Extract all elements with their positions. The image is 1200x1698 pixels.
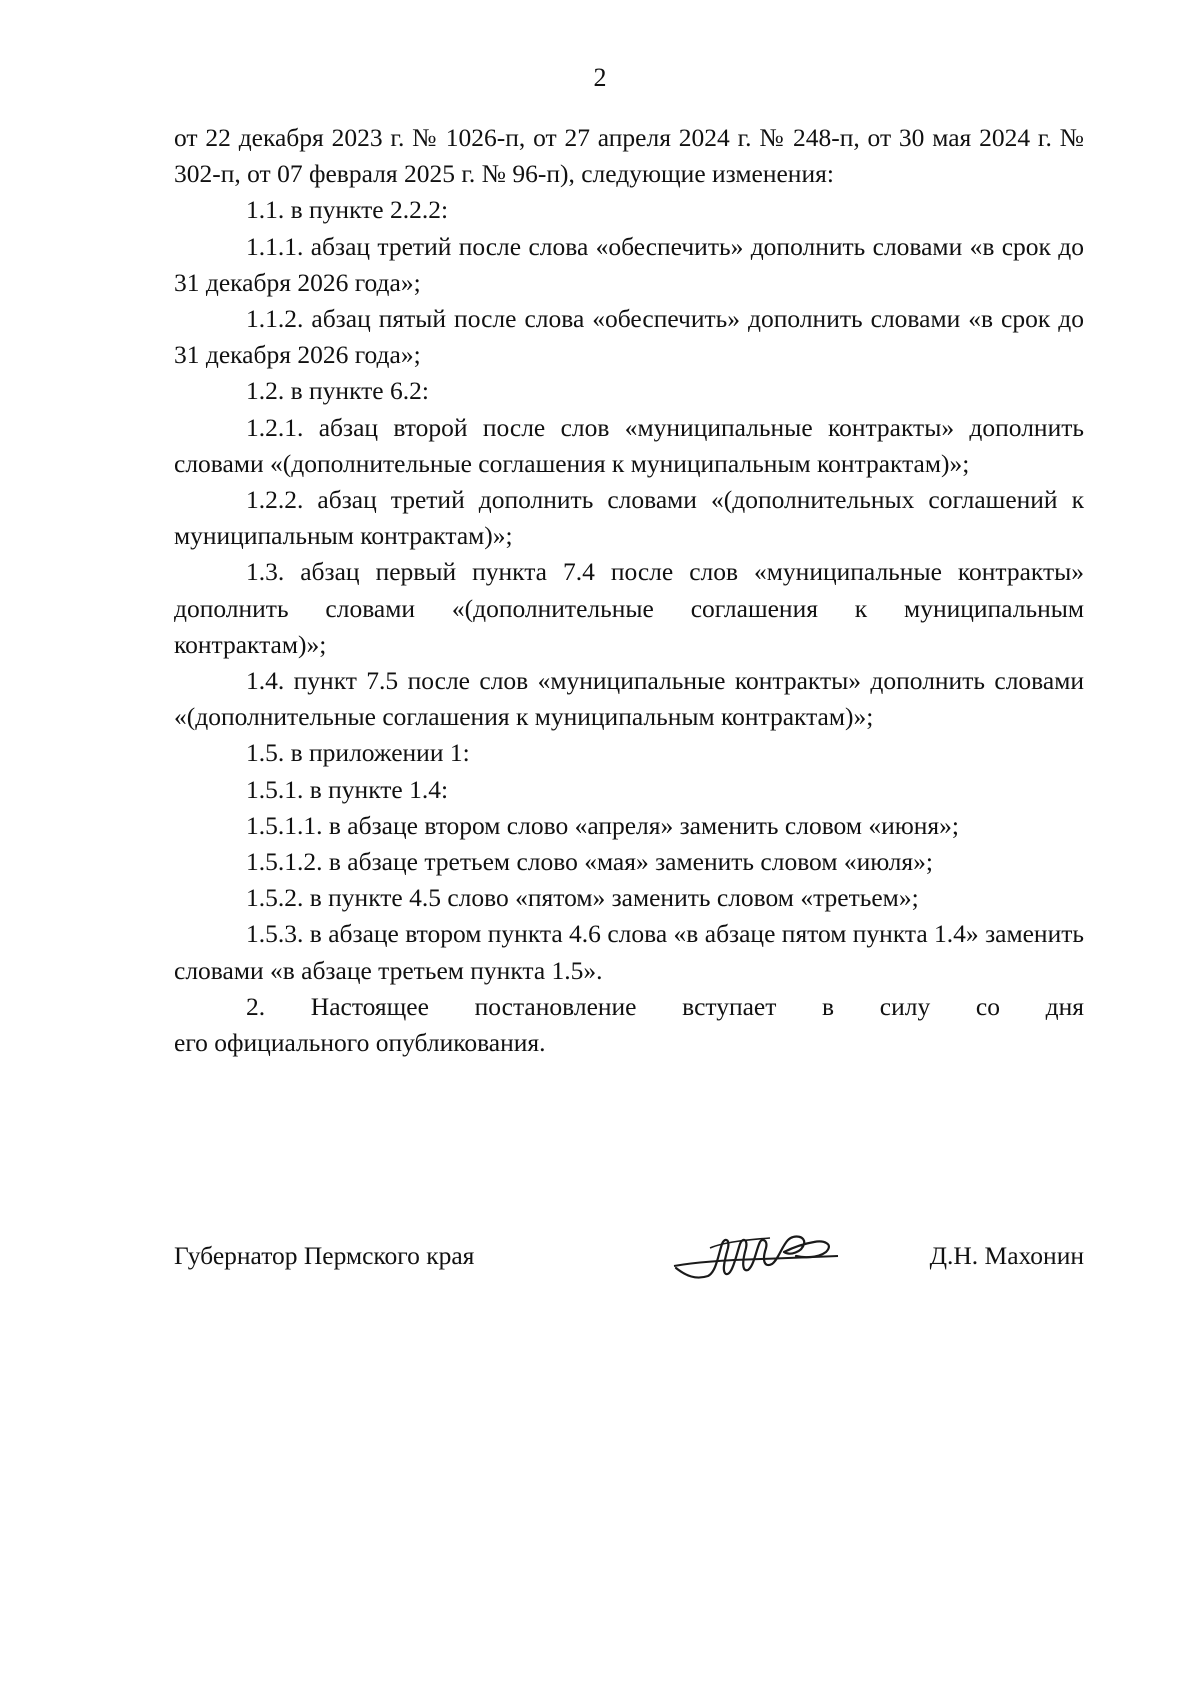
signatory-name: Д.Н. Махонин bbox=[929, 1241, 1084, 1270]
signatory-title: Губернатор Пермского края bbox=[174, 1241, 475, 1270]
paragraph-1-2-1: 1.2.1. абзац второй после слов «муниципальные контракты» дополнить словами «(дополнительные соглашения к муниципальным контрактам)»; bbox=[174, 412, 1084, 478]
paragraph-1-5-2: 1.5.2. в пункте 4.5 слово «пятом» заменить словом «третьем»; bbox=[246, 883, 919, 913]
paragraph-1-2-2: 1.2.2. абзац третий дополнить словами «(дополнительных соглашений к муниципальным контрактам)»; bbox=[174, 485, 1084, 551]
paragraph-1-5-1: 1.5.1. в пункте 1.4: bbox=[246, 774, 449, 804]
paragraph-2-continuation: его официального опубликования. bbox=[174, 1028, 546, 1058]
page-number: 2 bbox=[593, 63, 607, 92]
paragraph-1-5: 1.5. в приложении 1: bbox=[246, 738, 470, 768]
signature-block bbox=[174, 1232, 1084, 1302]
paragraph-1-2: 1.2. в пункте 6.2: bbox=[246, 376, 429, 406]
document-body bbox=[174, 120, 1084, 1061]
paragraph-1-3: 1.3. абзац первый пункта 7.4 после слов «муниципальные контракты» дополнить словами «(дополнительные соглашения к муниципальным контрактам)»; bbox=[174, 557, 1084, 659]
paragraph-continuation: от 22 декабря 2023 г. № 1026-п, от 27 апреля 2024 г. № 248-п, от 30 мая 2024 г. № 302-п, от 07 февраля 2025 г. № 96-п), следующие изменения: bbox=[174, 123, 1084, 189]
paragraph-1-1-1: 1.1.1. абзац третий после слова «обеспечить» дополнить словами «в срок до 31 декабря 2026 года»; bbox=[174, 231, 1084, 297]
paragraph-1-1-2: 1.1.2. абзац пятый после слова «обеспечить» дополнить словами «в срок до 31 декабря 2026 года»; bbox=[174, 304, 1084, 370]
paragraph-1-5-3: 1.5.3. в абзаце втором пункта 4.6 слова «в абзаце пятом пункта 1.4» заменить словами «в абзаце третьем пункта 1.5». bbox=[174, 919, 1084, 985]
paragraph-1-1: 1.1. в пункте 2.2.2: bbox=[246, 195, 449, 225]
paragraph-1-5-1-2: 1.5.1.2. в абзаце третьем слово «мая» заменить словом «июля»; bbox=[246, 847, 933, 877]
paragraph-1-4: 1.4. пункт 7.5 после слов «муниципальные контракты» дополнить словами «(дополнительные соглашения к муниципальным контрактам)»; bbox=[174, 666, 1084, 732]
handwritten-signature bbox=[666, 1226, 846, 1286]
paragraph-2: 2. Настоящее постановление вступает в силу со дня bbox=[246, 991, 1084, 1021]
paragraph-1-5-1-1: 1.5.1.1. в абзаце втором слово «апреля» заменить словом «июня»; bbox=[246, 810, 959, 840]
